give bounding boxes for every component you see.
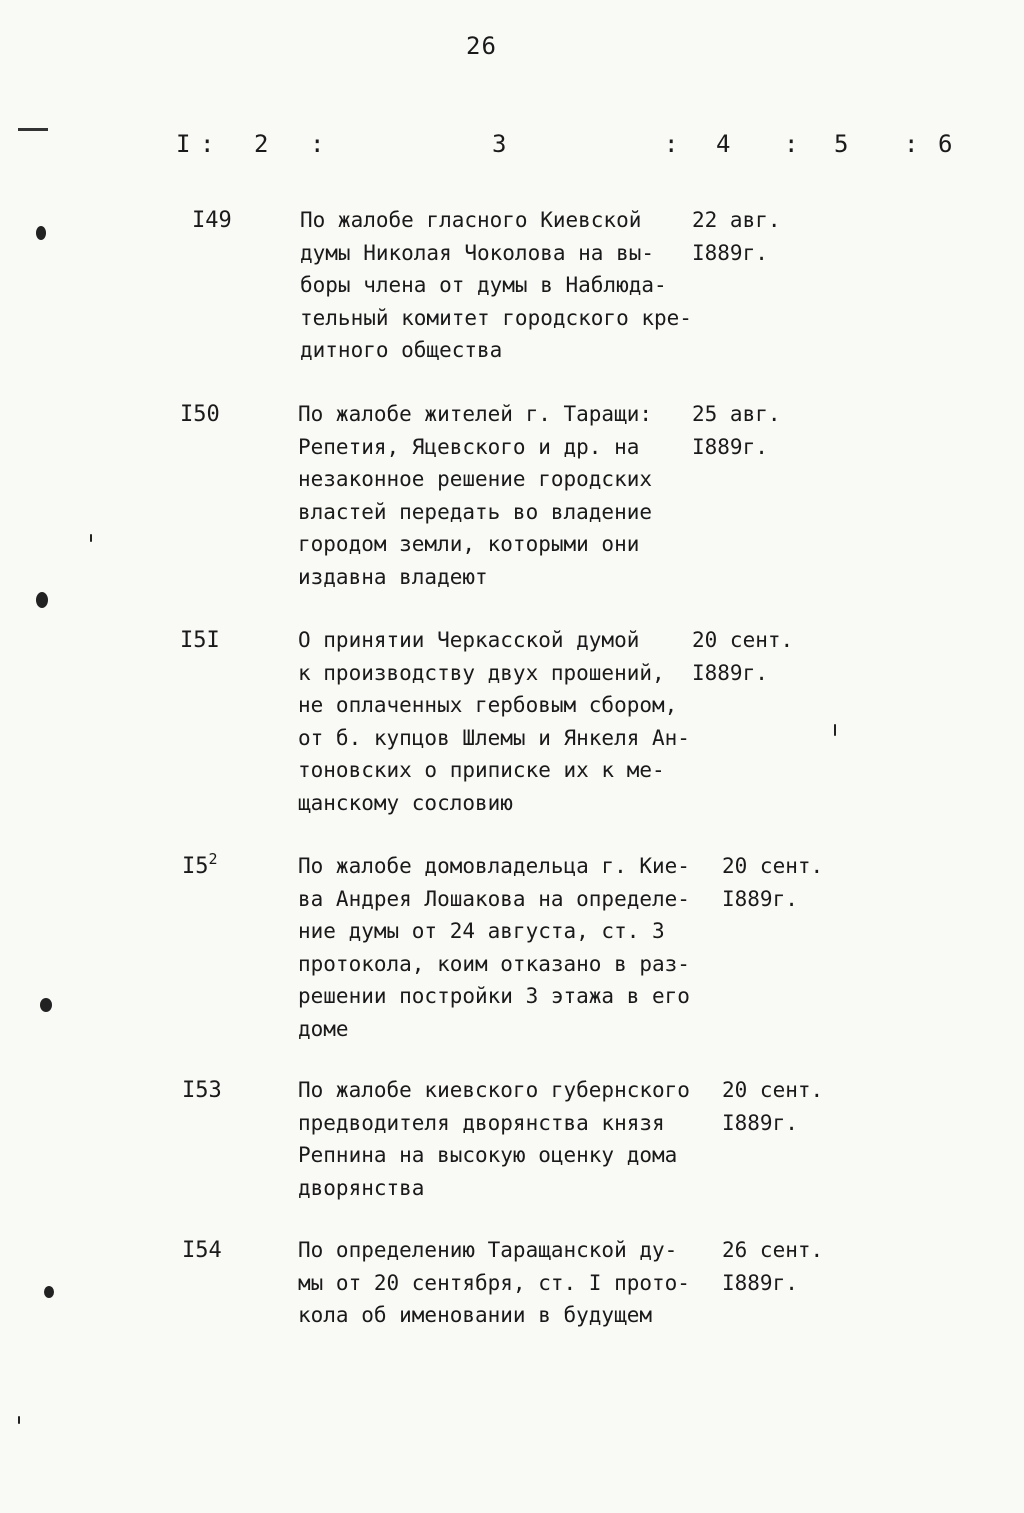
column-separator: : — [784, 130, 799, 158]
column-header-2: 2 — [254, 130, 269, 158]
scan-mark — [90, 534, 92, 542]
column-separator: : — [310, 130, 325, 158]
column-header-1: I — [176, 130, 191, 158]
ink-blot — [44, 1286, 54, 1298]
entry-text: По жалобе гласного Киевской думы Николая Чоколова на вы- боры члена от думы в Наблюда- тельный комитет городского кре- дитного общества — [300, 208, 692, 362]
entry-text: По жалобе киевского губернского предводителя дворянства князя Репнина на высокую оценку дома дворянства — [298, 1078, 690, 1200]
column-header-3: 3 — [492, 130, 507, 158]
column-header-4: 4 — [716, 130, 731, 158]
entry-number: I50 — [180, 402, 220, 427]
entry-date: 26 сент. I889г. — [722, 1238, 824, 1295]
entry-number: I5I — [180, 628, 220, 653]
entry-date: 20 сент. I889г. — [722, 854, 824, 911]
entry-number: I53 — [182, 1078, 222, 1103]
entry-text: По определению Таращанской ду- мы от 20 сентября, ст. I прото- кола об именовании в будущем — [298, 1238, 690, 1327]
column-separator: : — [904, 130, 919, 158]
entry-number: I49 — [192, 208, 232, 233]
column-header-5: 5 — [834, 130, 849, 158]
column-separator: : — [664, 130, 679, 158]
scan-mark — [18, 1416, 20, 1424]
ink-blot — [40, 998, 52, 1012]
entry-date: 22 авг. I889г. — [692, 208, 781, 265]
entry-number: I54 — [182, 1238, 222, 1263]
entry-text: По жалобе домовладельца г. Кие- ва Андрея Лошакова на определе- ние думы от 24 августа, ст. 3 протокола, коим отказано в раз- решении постройки 3 этажа в его доме — [298, 854, 690, 1041]
entry-number-base: I5 — [182, 854, 209, 879]
entry-date: 25 авг. I889г. — [692, 402, 781, 459]
ink-blot — [36, 592, 48, 608]
entry-text: По жалобе жителей г. Таращи: Репетия, Яцевского и др. на незаконное решение городских властей передать во владение городом земли, которыми они издавна владеют — [298, 402, 653, 589]
ink-blot — [36, 226, 46, 240]
column-header-6: 6 — [938, 130, 953, 158]
entry-number-superscript: 2 — [208, 850, 218, 868]
scan-mark — [834, 724, 836, 736]
entry-date: 20 сент. I889г. — [692, 628, 794, 685]
entry-number — [182, 850, 218, 879]
entry-date: 20 сент. I889г. — [722, 1078, 824, 1135]
page-number: 26 — [466, 32, 497, 60]
column-separator: : — [200, 130, 215, 158]
margin-mark — [18, 128, 48, 131]
entry-text: О принятии Черкасской думой к производству двух прошений, не оплаченных гербовым сбором, от б. купцов Шлемы и Янкеля Ан- тоновских о приписке их к ме- щанскому сословию — [298, 628, 690, 815]
